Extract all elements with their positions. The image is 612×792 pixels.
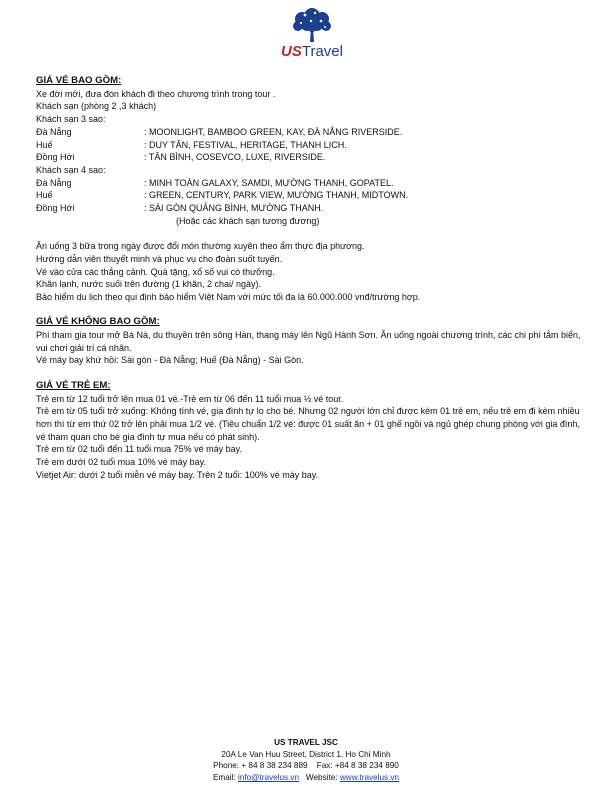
city-name: Huế [36,190,53,201]
children-rule-4: Trẻ em dưới 02 tuổi mua 10% vé máy bay. [36,457,206,468]
children-heading: GIÁ VÉ TRẺ EM: [36,379,111,391]
equivalent-hotels-note: (Hoặc các khách sạn tương đương) [176,215,320,226]
spacer [36,304,586,317]
tree-icon [290,6,334,44]
document-body [36,75,586,481]
included-guide: Hướng dẫn viên thuyết minh và phục vụ cho đoàn suốt tuyến. [36,253,283,264]
hotel-list: : SÀI GÒN QUẢNG BÌNH, MƯỜNG THANH. [144,203,324,214]
spacer [36,227,586,240]
city-name: Đồng Hới [36,152,75,163]
email-link[interactable]: info@travelus.vn [237,772,300,782]
children-rule-1: Trẻ em từ 12 tuổi trở lên mua 01 vé.-Trẻ em từ 06 đến 11 tuổi mua ½ vé tour. [36,393,344,404]
logo-wordmark: USTravel [281,43,343,60]
children-rule-2: Trẻ em từ 05 tuổi trở xuống: Không tính vé, gia đình tự lo cho bé. Nhưng 02 người lớn chỉ được kèm 01 trẻ em, nếu trẻ em đi kèm nhiều hơn thì từ em thứ 02 trở lên phải mua 1/2 vé. (Tiêu chuẩn 1/2 vé: được 01 suất ăn + 01 ghế ngồi và ngủ ghép chung phòng với gia đình, vé tham quan cho bé gia đình tự mua nếu có phát sinh). [36,406,580,442]
four-star-row [36,202,586,215]
included-meals: Ăn uống 3 bữa trong ngày được đổi món thường xuyên theo ẩm thực địa phương. [36,241,365,252]
three-star-row [36,151,586,164]
spacer [36,367,586,380]
excluded-heading: GIÁ VÉ KHÔNG BAO GỒM: [36,316,160,328]
three-star-label: Khách sạn 3 sao: [36,114,106,125]
included-hotels-intro: Khách sạn (phòng 2 ,3 khách) [36,101,157,112]
company-contact [0,772,612,784]
city-name: Đà Nẵng [36,177,72,188]
excluded-extras: Phí tham gia tour mở Bà Nà, du thuyền trên sông Hàn, thang máy lên Ngũ Hành Sơn. Ăn uống ngoài chương trình, các chi phí tắm biển, vui chơi giải trí cá nhân. [36,330,581,353]
website-label: Website: [299,772,340,782]
city-name: Huế [36,139,53,150]
company-address: 20A Le Van Huu Street, District 1, Ho Chi Minh [221,749,391,759]
included-transport: Xe đời mới, đưa đón khách đi theo chương trình trong tour . [36,88,276,99]
city-name: Đà Nẵng [36,126,72,137]
four-star-row [36,177,586,190]
included-towel-water: Khăn lạnh, nước suối trên đường (1 khăn, 2 chai/ ngày). [36,279,261,290]
hotel-list: : DUY TÂN, FESTIVAL, HERITAGE, THANH LỊCH. [144,139,347,150]
hotel-list: : MOONLIGHT, BAMBOO GREEN, KAY, ĐÀ NẴNG RIVERSIDE. [144,126,403,137]
excluded-airfare: Vé máy bay khứ hồi: Sài gòn - Đà Nẵng; Huế (Đà Nẵng) - Sài Gòn. [36,355,304,366]
company-footer [0,737,612,783]
hotel-list: : TÂN BÌNH, COSEVCO, LUXE, RIVERSIDE. [144,152,326,163]
included-heading: GIÁ VÉ BAO GỒM: [36,75,122,86]
children-rule-5: Vietjet Air: dưới 2 tuổi miễn vé máy bay. Trên 2 tuổi: 100% vé máy bay. [36,469,319,480]
email-label: Email: [212,772,238,782]
four-star-label: Khách sạn 4 sao: [36,164,106,175]
included-insurance: Bảo hiểm du lịch theo qui định bảo hiểm Việt Nam với mức tối đa là 60.000.000 vnđ/trường hợp. [36,291,421,302]
included-tickets: Vé vào cửa các thắng cảnh. Quà tặng, xổ số vui có thưởng. [36,266,275,277]
hotel-list: : MINH TOÀN GALAXY, SAMDI, MƯỜNG THANH, GOPATEL. [144,177,394,188]
us-travel-logo [270,6,354,68]
company-phone-fax: Phone: + 84 8 38 234 889 Fax: +84 8 38 234 890 [213,761,399,771]
hotel-list: : GREEN, CENTURY, PARK VIEW, MƯỜNG THANH, MIDTOWN. [144,190,409,201]
city-name: Đồng Hới [36,203,75,214]
company-name: US TRAVEL JSC [274,738,338,747]
four-star-row [36,189,586,202]
three-star-row [36,139,586,152]
three-star-row [36,126,586,139]
website-link[interactable]: www.travelus.vn [339,772,400,782]
children-rule-3: Trẻ em từ 02 tuổi đến 11 tuổi mua 75% vé máy bay. [36,444,242,455]
